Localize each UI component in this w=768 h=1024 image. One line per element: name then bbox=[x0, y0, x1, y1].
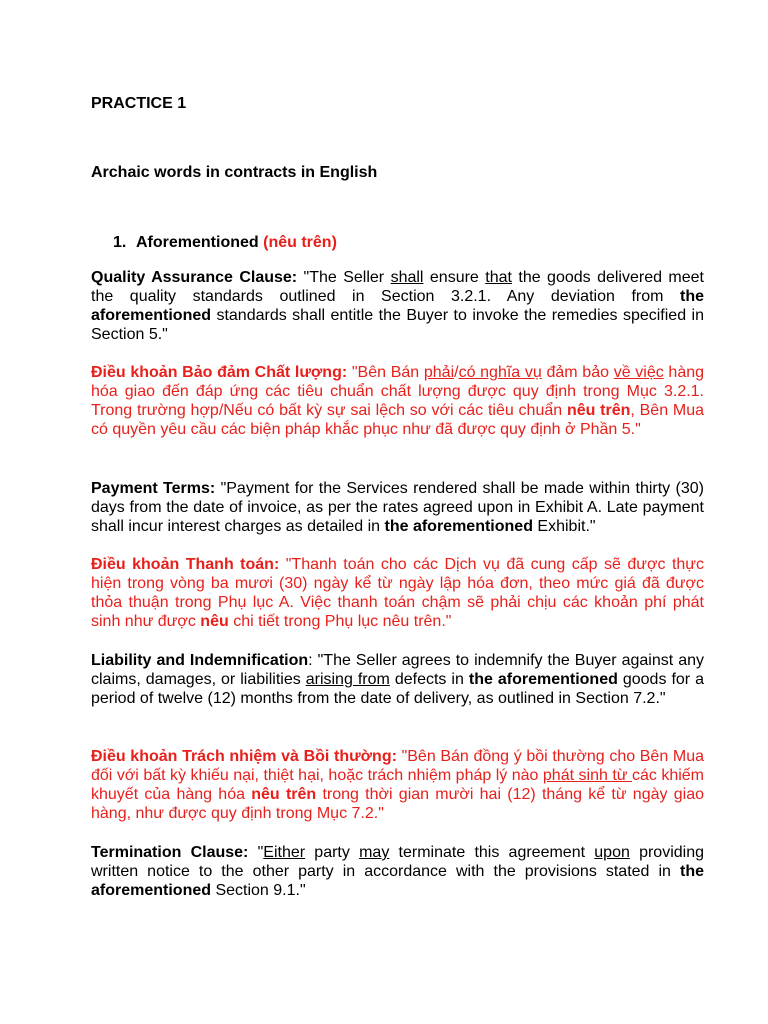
clause-label: Điều khoản Thanh toán: bbox=[91, 556, 280, 573]
clause-label: Điều khoản Trách nhiệm và Bồi thường: bbox=[91, 748, 397, 765]
highlighted-term: the aforementioned bbox=[384, 518, 533, 535]
clause-text: chi tiết trong Phụ lục nêu trên." bbox=[228, 613, 452, 630]
clause-label: Termination Clause: bbox=[91, 844, 249, 861]
clause-label: Liability and Indemnification bbox=[91, 652, 309, 669]
underlined-word: có nghĩa vụ bbox=[458, 364, 542, 381]
underlined-word: arising from bbox=[305, 671, 390, 688]
list-item-aforementioned bbox=[113, 233, 337, 252]
clause-text: "Bên Bán đồng ý bồi thường cho Bên Mua đối với bất kỳ khiếu nại, thiệt hại, hoặc trách nhiệm pháp lý nào bbox=[91, 748, 704, 784]
clause-text: standards shall entitle the Buyer to invoke the remedies specified in Section 5." bbox=[91, 307, 704, 343]
clause-text: "Payment for the Services rendered shall be made within thirty (30) days from the date of invoice, as per the rates agreed upon in Exhibit A. Late payment shall incur interest charges as detailed in bbox=[91, 480, 704, 535]
paragraph-payment-terms-vi bbox=[91, 555, 704, 631]
paragraph-quality-assurance-en bbox=[91, 268, 704, 344]
underlined-word: về việc bbox=[613, 364, 664, 381]
paragraph-payment-terms-en bbox=[91, 479, 704, 536]
clause-text: "The Seller bbox=[297, 269, 391, 286]
clause-text: / bbox=[454, 364, 459, 381]
highlighted-term: nêu bbox=[200, 613, 229, 630]
document-subtitle: Archaic words in contracts in English bbox=[91, 164, 378, 181]
highlighted-term: nêu trên bbox=[251, 786, 317, 803]
highlighted-term: the aforementioned bbox=[468, 671, 618, 688]
list-item-number: 1. bbox=[113, 234, 127, 251]
clause-text: hàng hóa giao đến đáp ứng các tiêu chuẩn chất lượng được quy định trong Mục 3.2.1. Trong trường hợp/Nếu có bất kỳ sự sai lệch so với các tiêu chuẩn bbox=[91, 364, 705, 419]
highlighted-term: the aforementioned bbox=[91, 288, 704, 324]
underlined-word: Either bbox=[263, 844, 306, 861]
document-title: PRACTICE 1 bbox=[91, 95, 187, 112]
underlined-word: phát sinh từ bbox=[542, 767, 632, 784]
underlined-word: that bbox=[485, 269, 512, 286]
clause-label: Quality Assurance Clause: bbox=[91, 269, 298, 286]
clause-text: : "The Seller agrees to indemnify the Buyer against any claims, damages, or liabilities bbox=[91, 652, 705, 688]
clause-text: the goods delivered meet the quality standards outlined in Section 3.2.1. Any deviation from bbox=[91, 269, 705, 305]
list-item-term: Aforementioned bbox=[136, 234, 259, 251]
clause-label: Điều khoản Bảo đảm Chất lượng: bbox=[91, 364, 348, 381]
underlined-word: may bbox=[359, 844, 390, 861]
clause-text: terminate this agreement bbox=[389, 844, 595, 861]
clause-text: "Bên Bán bbox=[347, 364, 424, 381]
paragraph-quality-assurance-vi bbox=[91, 363, 704, 439]
highlighted-term: the aforementioned bbox=[91, 863, 704, 899]
paragraph-liability-en bbox=[91, 651, 704, 708]
clause-text: "Thanh toán cho các Dịch vụ đã cung cấp sẽ được thực hiện trong vòng ba mươi (30) ngày kể từ ngày lập hóa đơn, theo mức giá đã được thỏa thuận trong Phụ lục A. Việc thanh toán chậm sẽ phải chịu các khoản phí phát sinh như được bbox=[91, 556, 704, 630]
list-item-translation: (nêu trên) bbox=[263, 234, 337, 251]
highlighted-term: nêu trên bbox=[566, 402, 631, 419]
clause-text: party bbox=[305, 844, 360, 861]
underlined-word: shall bbox=[390, 269, 424, 286]
clause-text: goods for a period of twelve (12) months from the date of delivery, as outlined in Section 7.2." bbox=[91, 671, 705, 707]
clause-text: Section 9.1." bbox=[211, 882, 306, 899]
paragraph-liability-vi bbox=[91, 747, 704, 823]
paragraph-termination-en bbox=[91, 843, 704, 900]
clause-text: đảm bảo bbox=[541, 364, 614, 381]
clause-text: providing written notice to the other party in accordance with the provisions stated in bbox=[91, 844, 705, 880]
underlined-word: phải bbox=[423, 364, 455, 381]
clause-text: ensure bbox=[423, 269, 486, 286]
clause-text: " bbox=[248, 844, 264, 861]
underlined-word: upon bbox=[594, 844, 630, 861]
clause-text: Exhibit." bbox=[532, 518, 596, 535]
clause-text: , Bên Mua có quyền yêu cầu các biện pháp khắc phục như đã được quy định ở Phần 5." bbox=[91, 402, 705, 438]
clause-text: defects in bbox=[389, 671, 469, 688]
clause-text: các khiếm khuyết của hàng hóa bbox=[91, 767, 704, 803]
clause-text: trong thời gian mười hai (12) tháng kể từ ngày giao hàng, như được quy định trong Mục 7.2." bbox=[91, 786, 705, 822]
clause-label: Payment Terms: bbox=[91, 480, 216, 497]
